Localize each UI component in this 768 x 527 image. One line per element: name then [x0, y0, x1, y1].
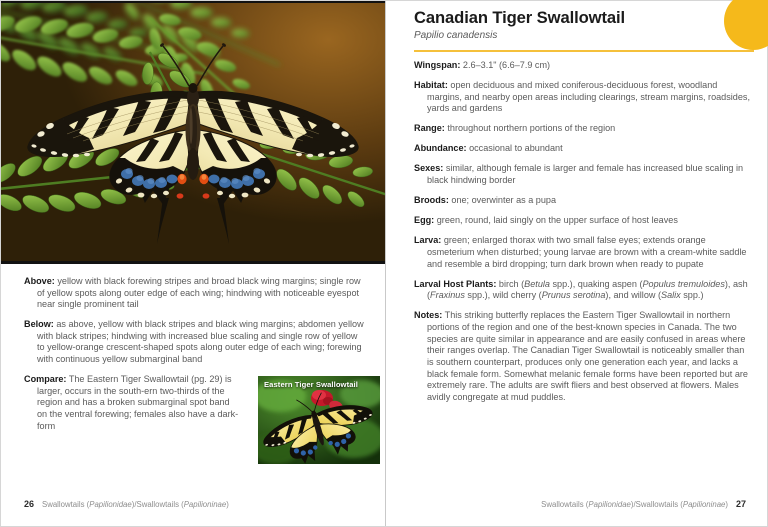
host-plant-text: spp.), quaking aspen ( [549, 278, 643, 289]
entry-sexes-label: Sexes: [414, 163, 444, 174]
entry-larva-label: Larva: [414, 235, 442, 246]
footer-text-3: ) [226, 500, 229, 509]
entry-host-plants-label: Larval Host Plants: [414, 278, 497, 289]
host-plant-text: spp.) [680, 290, 704, 301]
right-page-footer [541, 499, 746, 509]
eastern-tiger-swallowtail-inset-photo [258, 376, 380, 464]
entry-notes-text: This striking butterfly replaces the Eastern Tiger Swallowtail in northern portions of the region and one of the best-known species in Canada. The two species are quite similar in appearance and are easily confused in areas where their ranges overlap. The Canadian Tiger Swallowtail is noticeably smaller than is southern counterpart, produces only one generation each year, and lacks a black female form. Somewhat melanic female forms have been reported but are extremely rare. The adults are swift fliers and best observed at flowers. Males avidly congregate at mud puddles. [427, 310, 748, 403]
page-number-right: 27 [735, 499, 746, 509]
footer-family-name: Papilionidae [89, 500, 132, 509]
entry-compare-text: The Eastern Tiger Swallowtail (pg. 29) is larger, occurs in the south-ern two-thirds of the region and has a broken submarginal spot band on the ventral forewing; females also have a dark-form [37, 374, 239, 431]
species-details [414, 60, 750, 412]
left-page-footer [24, 499, 229, 509]
footer-text-3-right: ) [725, 500, 728, 509]
entry-range [414, 123, 750, 135]
entry-compare [24, 374, 239, 432]
entry-range-text: throughout northern portions of the region [444, 123, 616, 134]
page-title: Canadian Tiger Swallowtail [414, 8, 626, 27]
entry-wingspan [414, 60, 750, 72]
host-plant-text: ), and willow ( [605, 290, 662, 301]
right-page [386, 0, 768, 527]
host-plant-text: birch ( [496, 278, 525, 289]
entry-compare-label: Compare: [24, 374, 67, 385]
entry-notes [414, 310, 750, 404]
host-plant-genus: Prunus serotina [541, 290, 606, 301]
entry-above [24, 276, 364, 311]
host-plant-genus: Salix [661, 290, 681, 301]
entry-notes-label: Notes: [414, 310, 443, 321]
footer-text-1: Swallowtails ( [42, 500, 90, 509]
entry-habitat-label: Habitat: [414, 80, 448, 90]
entry-abundance-text: occasional to abundant [466, 143, 563, 154]
entry-habitat-text: open deciduous and mixed coniferous-deciduous forest, woodland margins, and nearby open areas including clearings, stream margins, roadsides, yards and gardens [427, 80, 750, 114]
entry-wingspan-label: Wingspan: [414, 60, 461, 70]
host-plant-genus: Fraxinus [430, 290, 465, 301]
entry-above-label: Above: [24, 276, 55, 286]
inset-butterfly-illustration [258, 376, 380, 464]
footer-text-1-right: Swallowtails ( [541, 500, 589, 509]
footer-subfamily-name: Papilioninae [183, 500, 227, 509]
entry-below [24, 319, 364, 365]
entry-egg-label: Egg: [414, 215, 435, 226]
host-plant-genus: Betula [524, 278, 550, 289]
photo-bottom-edge [0, 261, 386, 264]
host-plant-text: spp.), wild cherry ( [464, 290, 542, 301]
entry-abundance [414, 143, 750, 155]
canadian-tiger-swallowtail-dorsal-photo [0, 0, 386, 264]
entry-sexes [414, 163, 750, 186]
entry-egg [414, 215, 750, 227]
entry-sexes-text: similar, although female is larger and female has increased blue scaling in black hindwing border [427, 163, 744, 186]
entry-broods-text: one; overwinter as a pupa [448, 195, 557, 206]
entry-wingspan-text: 2.6–3.1" (6.6–7.9 cm) [460, 60, 551, 70]
left-page-text-block [24, 276, 364, 466]
species-header [414, 8, 744, 42]
inset-caption: Eastern Tiger Swallowtail [264, 380, 358, 390]
entry-habitat [414, 80, 750, 115]
host-plant-text: ), ash ( [427, 278, 748, 301]
footer-text-2: )/Swallowtails ( [131, 500, 184, 509]
footer-caption-right [541, 500, 728, 509]
scientific-name: Papilio canadensis [414, 30, 498, 41]
entry-below-text: as above, yellow with black stripes and black wing margins; abdomen yellow with black stripes; hindwing with increased blue scaling and single row of yellow to yellow-orange crescent-shaped spots along outer edge of each wing; forewing with continuous yellow submarginal band [37, 319, 364, 365]
entry-broods-label: Broods: [414, 195, 449, 206]
footer-subfamily-name-right: Papilioninae [682, 500, 726, 509]
page-number-left: 26 [24, 499, 35, 509]
footer-caption-left [42, 500, 229, 509]
footer-family-name-right: Papilionidae [588, 500, 631, 509]
host-plant-genus: Populus tremuloides [642, 278, 725, 289]
entry-broods [414, 195, 750, 207]
entry-larva-text: green; enlarged thorax with two small false eyes; extends orange osmeterium when disturbed; young larvae are brown with a cream-white saddle and resemble a bird dropping; turn dark brown when ready to pupate [427, 235, 747, 269]
photo-top-edge [0, 0, 386, 3]
entry-abundance-label: Abundance: [414, 143, 467, 154]
entry-range-label: Range: [414, 123, 445, 134]
entry-egg-text: green, round, laid singly on the upper surface of host leaves [434, 215, 678, 226]
entry-larva [414, 235, 750, 270]
entry-above-text: yellow with black forewing stripes and broad black wing margins; single row of yellow spots along outer edge of each wing; hindwing with noticeable eyespot near single prominent tail [37, 276, 361, 310]
entry-below-label: Below: [24, 319, 54, 330]
header-rule [414, 50, 754, 52]
footer-text-2-right: )/Swallowtails ( [630, 500, 683, 509]
entry-larval-host-plants [414, 279, 750, 302]
compare-section [24, 374, 364, 466]
butterfly-illustration [0, 0, 386, 264]
